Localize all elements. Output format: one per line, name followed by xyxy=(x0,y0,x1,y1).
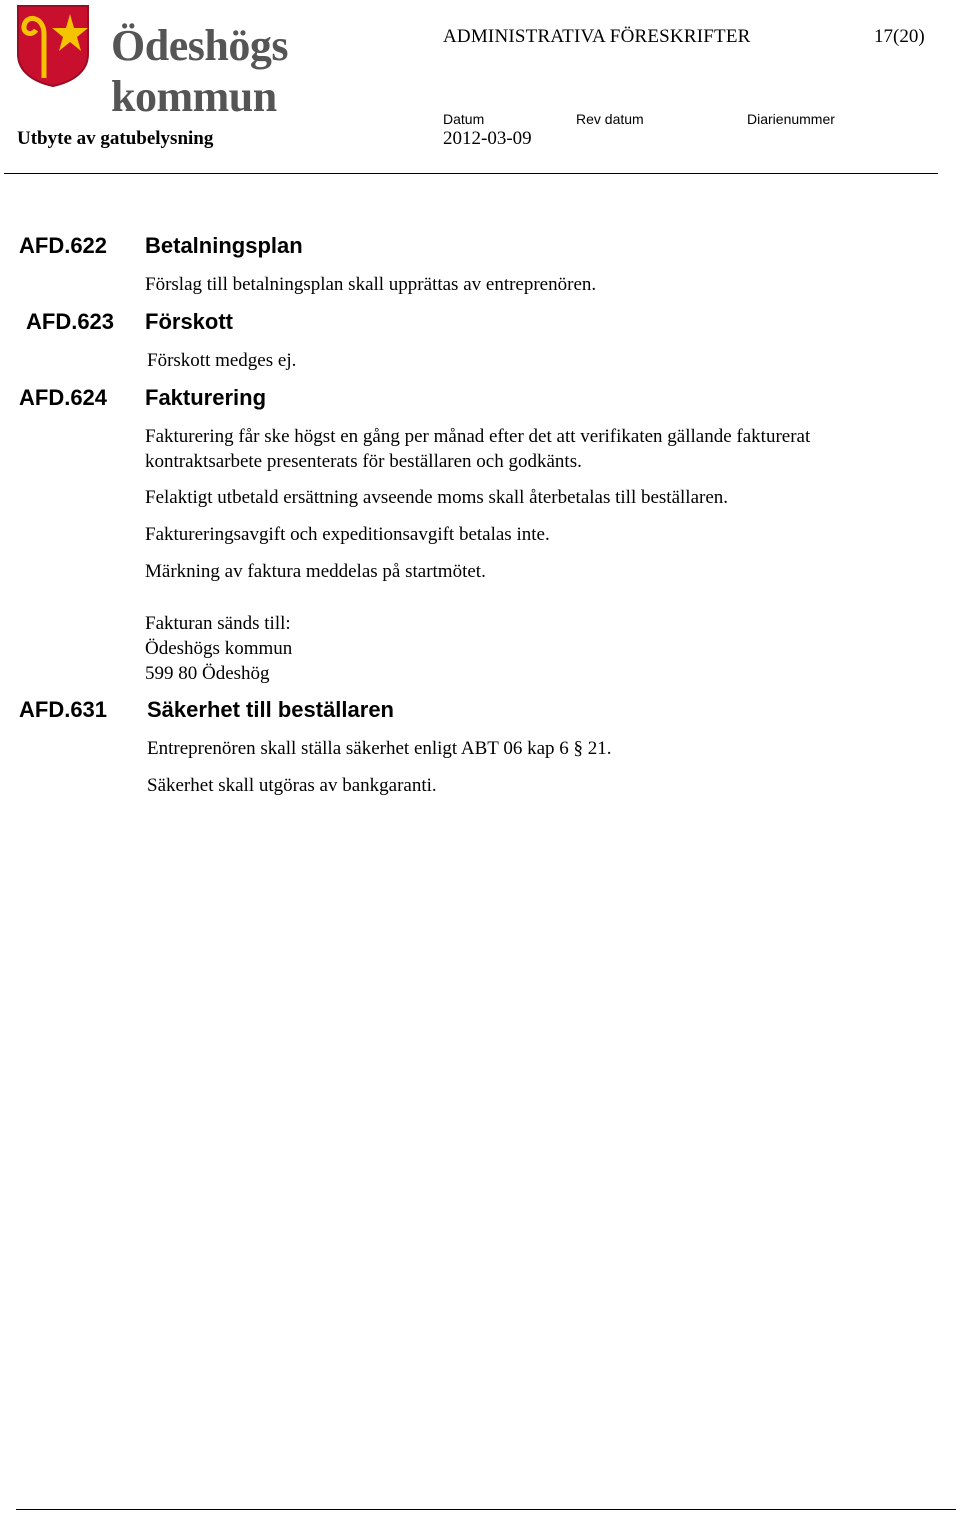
section-heading: Betalningsplan xyxy=(145,233,303,258)
section-code: AFD.631 xyxy=(19,697,108,722)
invoice-address-intro: Fakturan sänds till: xyxy=(145,613,291,634)
date-label: Datum xyxy=(443,111,485,127)
paragraph: Förslag till betalningsplan skall upprättas av entreprenören. xyxy=(145,274,597,295)
document-type: ADMINISTRATIVA FÖRESKRIFTER xyxy=(443,26,751,47)
rev-date-label: Rev datum xyxy=(576,111,644,127)
municipality-logo xyxy=(14,2,424,121)
paragraph: Märkning av faktura meddelas på startmötet. xyxy=(145,561,486,582)
header-divider xyxy=(4,173,938,174)
paragraph-line: kontraktsarbete presenterats för beställaren och godkänts. xyxy=(145,451,582,472)
municipality-name: Ödeshögs kommun xyxy=(111,21,288,121)
paragraph: Förskott medges ej. xyxy=(147,350,297,371)
paragraph-line: Fakturering får ske högst en gång per månad efter det att verifikaten gällande fakturerat xyxy=(145,426,811,447)
section-code: AFD.624 xyxy=(19,385,108,410)
section-code: AFD.622 xyxy=(19,233,108,258)
paragraph: Entreprenören skall ställa säkerhet enligt ABT 06 kap 6 § 21. xyxy=(147,738,612,759)
invoice-address-line: 599 80 Ödeshög xyxy=(145,663,270,684)
section-heading: Säkerhet till beställaren xyxy=(147,697,394,722)
date-value: 2012-03-09 xyxy=(443,128,532,149)
paragraph: Felaktigt utbetald ersättning avseende moms skall återbetalas till beställaren. xyxy=(145,487,729,508)
diary-number-label: Diarienummer xyxy=(747,111,835,127)
section-heading: Fakturering xyxy=(145,385,267,410)
footer-divider xyxy=(16,1509,956,1510)
coat-of-arms-icon xyxy=(14,2,94,88)
section-heading: Förskott xyxy=(145,309,233,334)
paragraph: Faktureringsavgift och expeditionsavgift betalas inte. xyxy=(145,524,550,545)
page-number: 17(20) xyxy=(874,26,925,47)
invoice-address-line: Ödeshögs kommun xyxy=(145,638,293,659)
section-code: AFD.623 xyxy=(26,309,115,334)
document-title: Utbyte av gatubelysning xyxy=(17,128,214,149)
paragraph: Säkerhet skall utgöras av bankgaranti. xyxy=(147,775,437,796)
